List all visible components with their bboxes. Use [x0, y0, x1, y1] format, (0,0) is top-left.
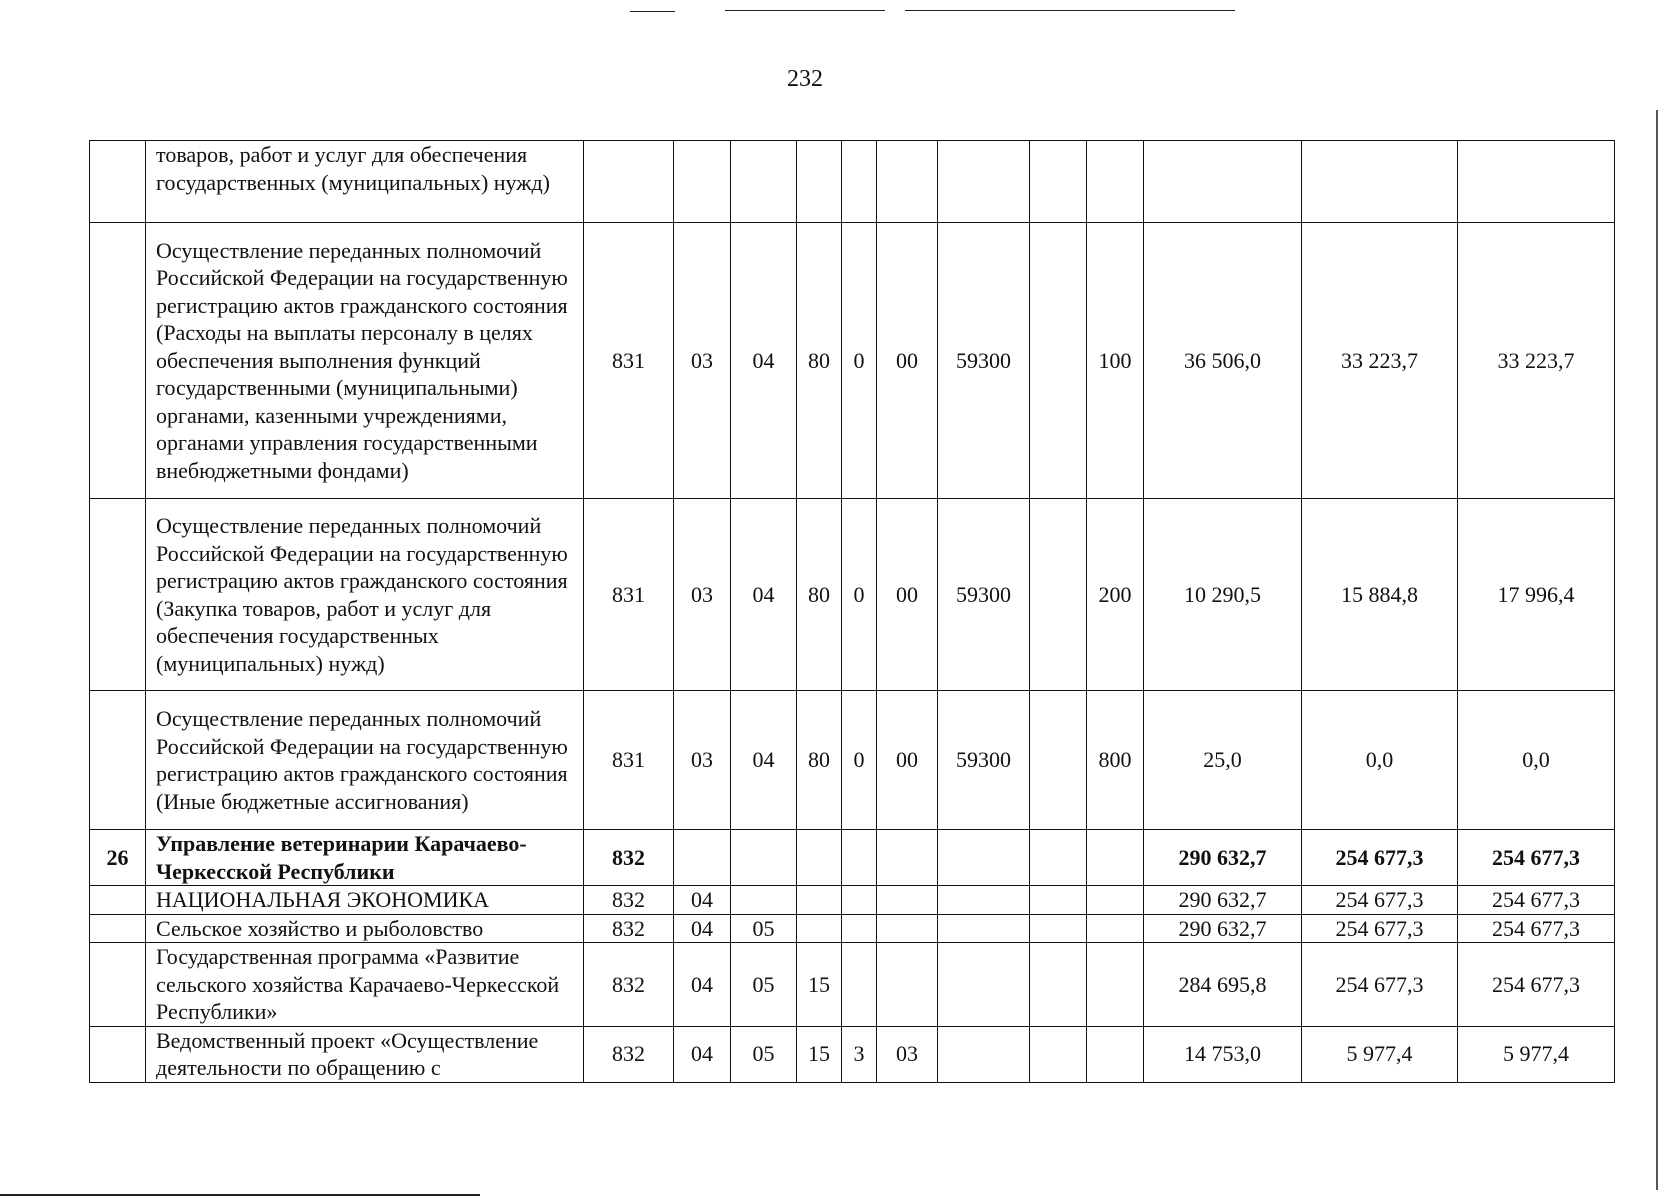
- subsection-code: 04: [731, 223, 797, 499]
- subsection-code: 05: [731, 943, 797, 1027]
- amount-year-2: 254 677,3: [1302, 886, 1458, 915]
- amount-year-1: 36 506,0: [1144, 223, 1302, 499]
- expense-type-code: [1087, 141, 1144, 223]
- extra-code: [1030, 1026, 1087, 1082]
- event-code: 00: [877, 223, 938, 499]
- row-name: Осуществление переданных полномочий Российской Федерации на государственную регистрацию актов гражданского состояния (Расходы на выплаты персоналу в целях обеспечения выполнения функций государственными (муниципальными) органами, казенными учреждениями, органами управления государственными внебюджетными фондами): [146, 223, 584, 499]
- subprogram-code: [842, 914, 877, 943]
- section-code: 03: [674, 223, 731, 499]
- subprogram-code: 0: [842, 223, 877, 499]
- subprogram-code: 3: [842, 1026, 877, 1082]
- expense-type-code: [1087, 886, 1144, 915]
- extra-code: [1030, 914, 1087, 943]
- direction-code: [938, 830, 1030, 886]
- expense-type-code: 800: [1087, 691, 1144, 830]
- amount-year-1: 25,0: [1144, 691, 1302, 830]
- amount-year-2: 15 884,8: [1302, 499, 1458, 691]
- table-row: [90, 223, 1615, 499]
- expense-type-code: [1087, 1026, 1144, 1082]
- admin-code: 831: [584, 499, 674, 691]
- table-row: [90, 1026, 1615, 1082]
- amount-year-2: 254 677,3: [1302, 830, 1458, 886]
- row-number: [90, 499, 146, 691]
- subsection-code: 04: [731, 499, 797, 691]
- amount-year-3: 5 977,4: [1458, 1026, 1615, 1082]
- amount-year-1: 10 290,5: [1144, 499, 1302, 691]
- extra-code: [1030, 499, 1087, 691]
- subprogram-code: 0: [842, 499, 877, 691]
- direction-code: [938, 914, 1030, 943]
- amount-year-3: 254 677,3: [1458, 886, 1615, 915]
- program-code: [797, 886, 842, 915]
- row-name: Осуществление переданных полномочий Российской Федерации на государственную регистрацию актов гражданского состояния (Иные бюджетные ассигнования): [146, 691, 584, 830]
- direction-code: [938, 943, 1030, 1027]
- section-code: 04: [674, 914, 731, 943]
- row-number: [90, 914, 146, 943]
- amount-year-3: 33 223,7: [1458, 223, 1615, 499]
- row-name: Сельское хозяйство и рыболовство: [146, 914, 584, 943]
- amount-year-2: 254 677,3: [1302, 943, 1458, 1027]
- row-number: 26: [90, 830, 146, 886]
- row-name: НАЦИОНАЛЬНАЯ ЭКОНОМИКА: [146, 886, 584, 915]
- amount-year-2: [1302, 141, 1458, 223]
- extra-code: [1030, 886, 1087, 915]
- subsection-code: 05: [731, 914, 797, 943]
- row-number: [90, 886, 146, 915]
- event-code: [877, 886, 938, 915]
- subprogram-code: [842, 943, 877, 1027]
- event-code: 00: [877, 691, 938, 830]
- table-row: [90, 943, 1615, 1027]
- amount-year-1: [1144, 141, 1302, 223]
- direction-code: 59300: [938, 691, 1030, 830]
- event-code: [877, 943, 938, 1027]
- admin-code: 831: [584, 223, 674, 499]
- event-code: [877, 830, 938, 886]
- subsection-code: 05: [731, 1026, 797, 1082]
- row-name: товаров, работ и услуг для обеспечения государственных (муниципальных) нужд): [146, 141, 584, 223]
- program-code: 80: [797, 499, 842, 691]
- subsection-code: 04: [731, 691, 797, 830]
- direction-code: [938, 886, 1030, 915]
- program-code: 80: [797, 691, 842, 830]
- section-code: 03: [674, 499, 731, 691]
- table-row: [90, 914, 1615, 943]
- expense-type-code: 100: [1087, 223, 1144, 499]
- amount-year-2: 0,0: [1302, 691, 1458, 830]
- section-code: 04: [674, 886, 731, 915]
- row-name: Государственная программа «Развитие сельского хозяйства Карачаево-Черкесской Республики»: [146, 943, 584, 1027]
- row-number: [90, 223, 146, 499]
- amount-year-3: 254 677,3: [1458, 914, 1615, 943]
- scan-line-top-2: [725, 10, 885, 11]
- row-name: Ведомственный проект «Осуществление деятельности по обращению с: [146, 1026, 584, 1082]
- row-number: [90, 141, 146, 223]
- expense-type-code: [1087, 943, 1144, 1027]
- admin-code: 832: [584, 830, 674, 886]
- expense-type-code: [1087, 830, 1144, 886]
- row-number: [90, 691, 146, 830]
- program-code: 15: [797, 1026, 842, 1082]
- admin-code: 832: [584, 943, 674, 1027]
- event-code: [877, 914, 938, 943]
- section-code: 04: [674, 1026, 731, 1082]
- table-row: [90, 886, 1615, 915]
- amount-year-2: 33 223,7: [1302, 223, 1458, 499]
- row-name: Управление ветеринарии Карачаево-Черкесской Республики: [146, 830, 584, 886]
- amount-year-2: 254 677,3: [1302, 914, 1458, 943]
- extra-code: [1030, 943, 1087, 1027]
- admin-code: 831: [584, 691, 674, 830]
- section-code: 04: [674, 943, 731, 1027]
- subprogram-code: 0: [842, 691, 877, 830]
- program-code: 15: [797, 943, 842, 1027]
- table-row: [90, 499, 1615, 691]
- amount-year-3: 254 677,3: [1458, 830, 1615, 886]
- amount-year-1: 14 753,0: [1144, 1026, 1302, 1082]
- program-code: [797, 830, 842, 886]
- program-code: [797, 914, 842, 943]
- amount-year-3: 0,0: [1458, 691, 1615, 830]
- amount-year-1: 284 695,8: [1144, 943, 1302, 1027]
- admin-code: 832: [584, 1026, 674, 1082]
- direction-code: [938, 141, 1030, 223]
- extra-code: [1030, 223, 1087, 499]
- scan-line-top-1: [630, 11, 675, 12]
- subprogram-code: [842, 886, 877, 915]
- expense-type-code: [1087, 914, 1144, 943]
- section-code: [674, 830, 731, 886]
- direction-code: 59300: [938, 223, 1030, 499]
- amount-year-3: [1458, 141, 1615, 223]
- subsection-code: [731, 830, 797, 886]
- event-code: 03: [877, 1026, 938, 1082]
- admin-code: [584, 141, 674, 223]
- table-row-department: [90, 830, 1615, 886]
- extra-code: [1030, 141, 1087, 223]
- subprogram-code: [842, 141, 877, 223]
- admin-code: 832: [584, 886, 674, 915]
- budget-table: [89, 140, 1615, 1083]
- event-code: [877, 141, 938, 223]
- scan-line-bottom: [0, 1194, 480, 1196]
- amount-year-3: 254 677,3: [1458, 943, 1615, 1027]
- subsection-code: [731, 141, 797, 223]
- amount-year-3: 17 996,4: [1458, 499, 1615, 691]
- amount-year-1: 290 632,7: [1144, 886, 1302, 915]
- table-row: [90, 691, 1615, 830]
- direction-code: [938, 1026, 1030, 1082]
- section-code: [674, 141, 731, 223]
- expense-type-code: 200: [1087, 499, 1144, 691]
- program-code: 80: [797, 223, 842, 499]
- scan-line-right: [1656, 110, 1658, 1190]
- row-number: [90, 943, 146, 1027]
- extra-code: [1030, 691, 1087, 830]
- program-code: [797, 141, 842, 223]
- amount-year-1: 290 632,7: [1144, 914, 1302, 943]
- amount-year-2: 5 977,4: [1302, 1026, 1458, 1082]
- extra-code: [1030, 830, 1087, 886]
- page-number: 232: [787, 66, 823, 92]
- table-row: [90, 141, 1615, 223]
- event-code: 00: [877, 499, 938, 691]
- row-name: Осуществление переданных полномочий Российской Федерации на государственную регистрацию актов гражданского состояния (Закупка товаров, работ и услуг для обеспечения государственных (муниципальных) нужд): [146, 499, 584, 691]
- scan-line-top-3: [905, 10, 1235, 11]
- section-code: 03: [674, 691, 731, 830]
- row-number: [90, 1026, 146, 1082]
- subprogram-code: [842, 830, 877, 886]
- amount-year-1: 290 632,7: [1144, 830, 1302, 886]
- admin-code: 832: [584, 914, 674, 943]
- subsection-code: [731, 886, 797, 915]
- direction-code: 59300: [938, 499, 1030, 691]
